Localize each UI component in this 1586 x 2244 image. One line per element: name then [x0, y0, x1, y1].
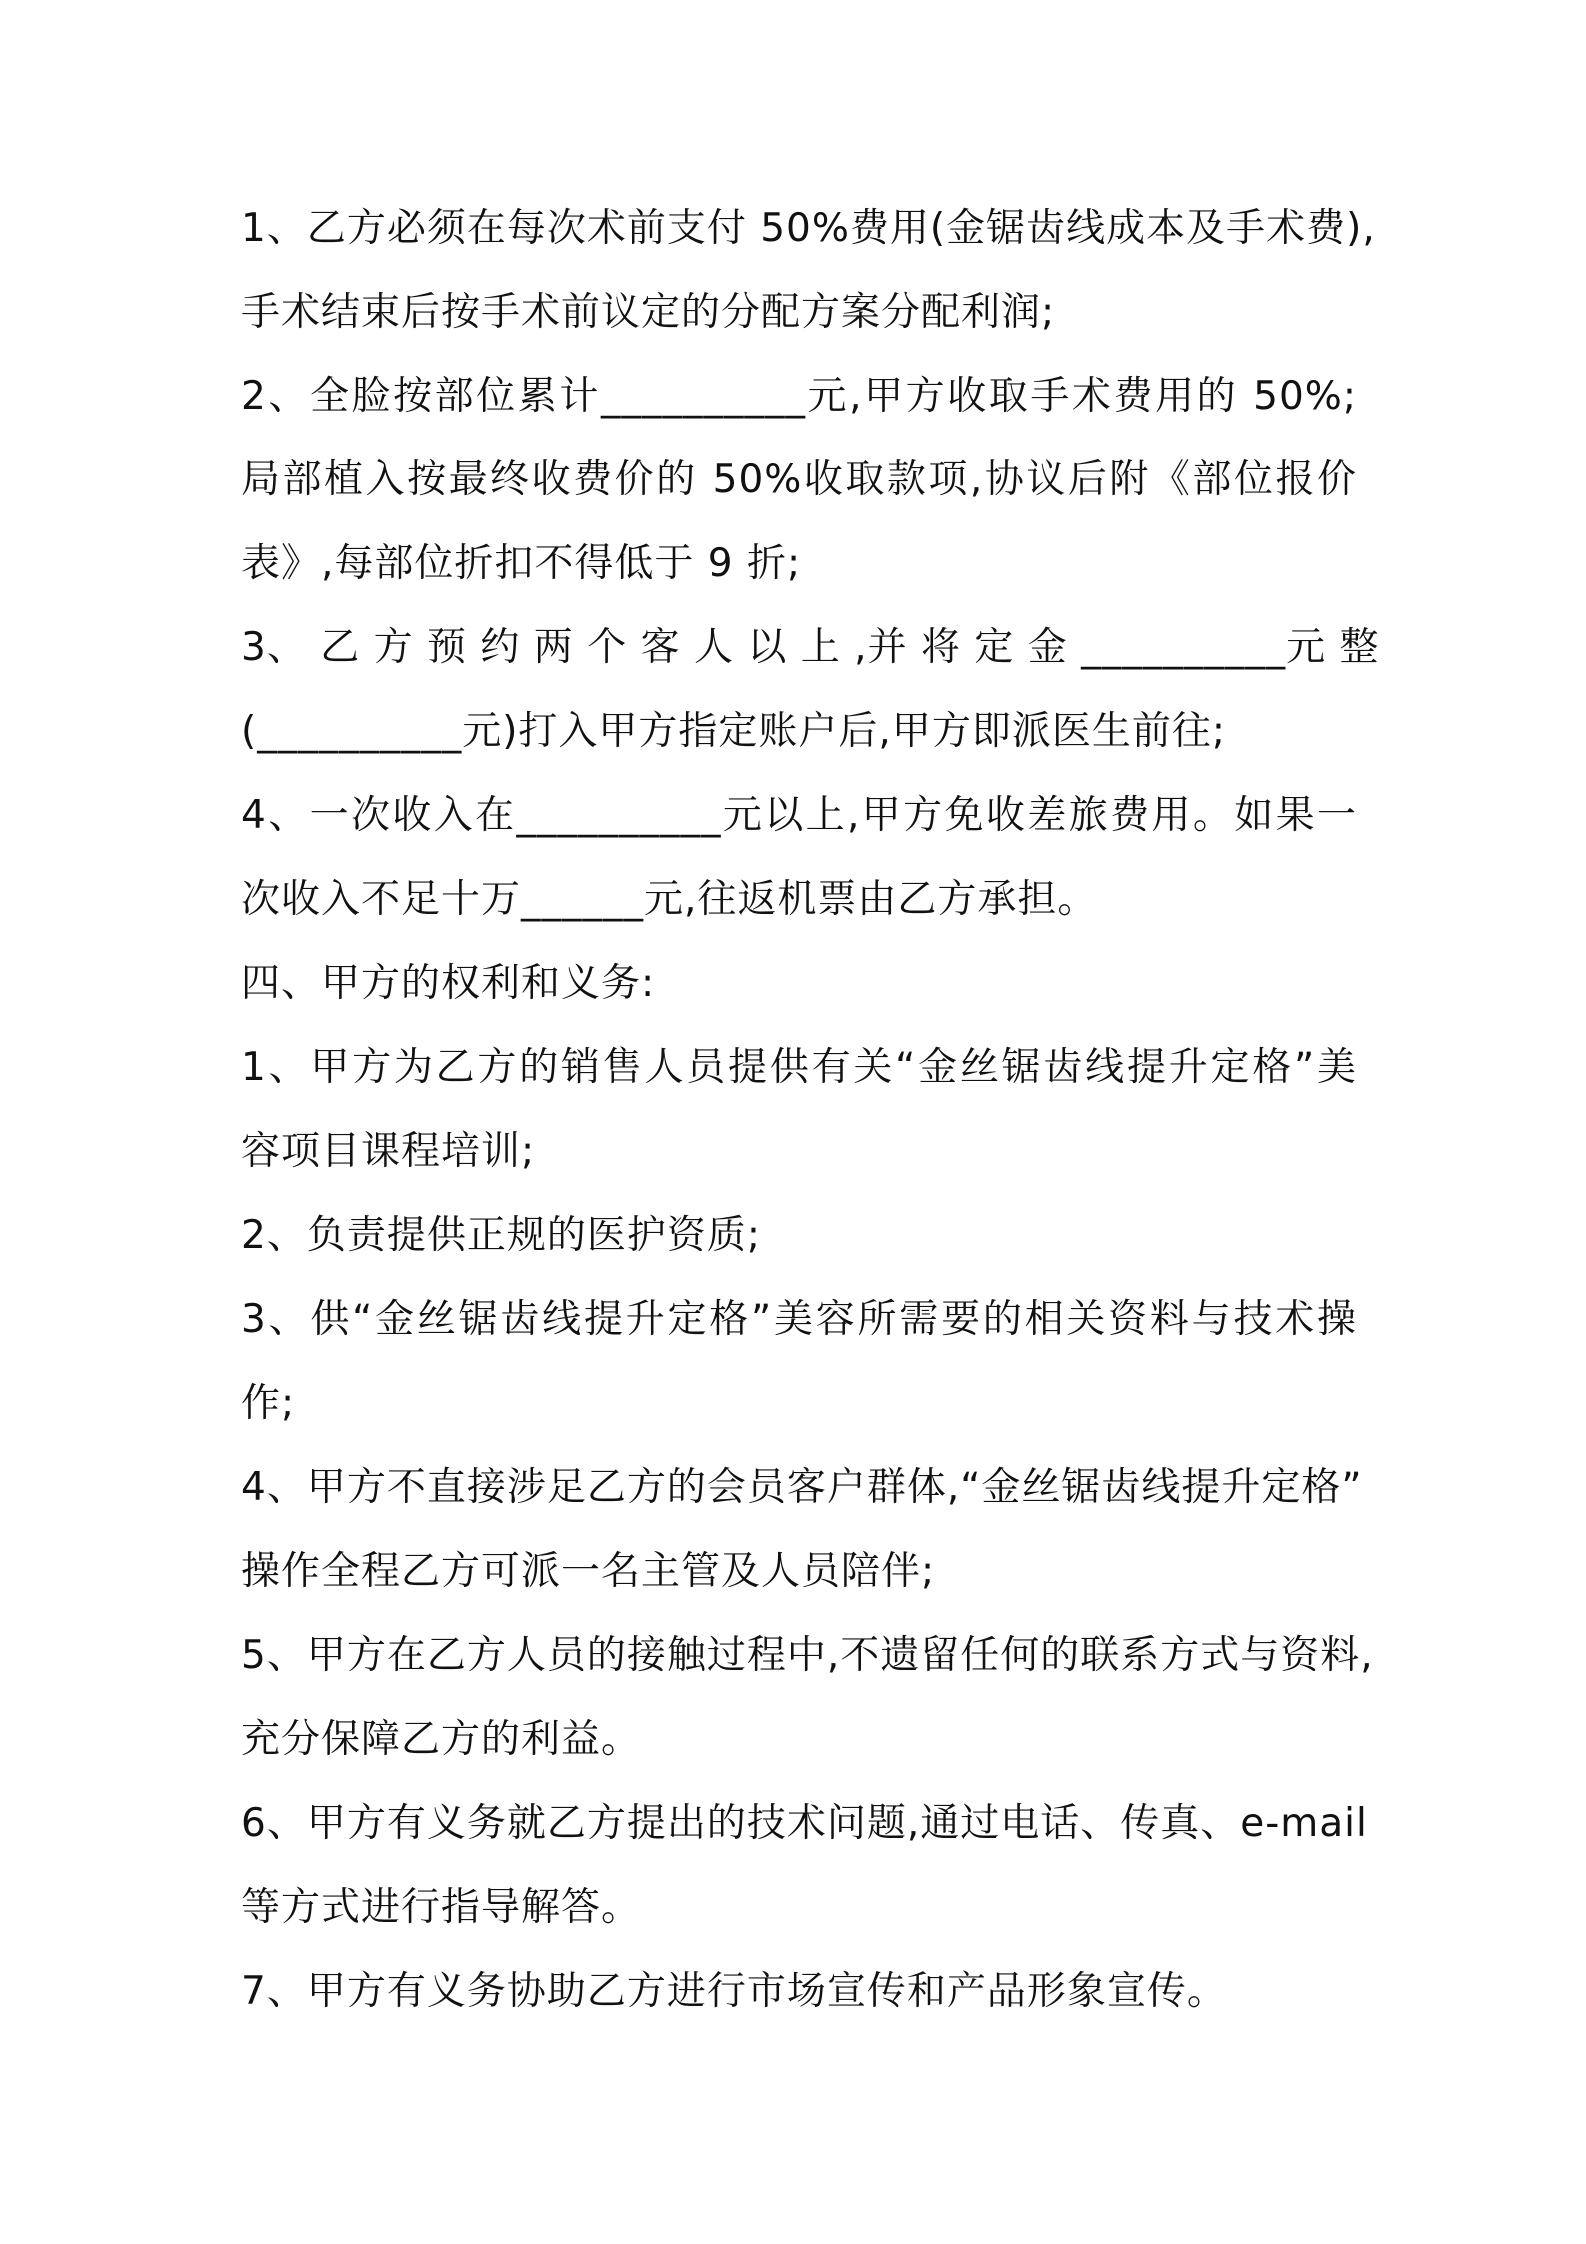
text-line: 表》,每部位折扣不得低于 9 折; [241, 541, 802, 586]
text-line: 操作全程乙方可派一名主管及人员陪伴; [241, 1549, 936, 1594]
text-line: 手术结束后按手术前议定的分配方案分配利润; [241, 290, 1056, 335]
text-line: 3、 乙 方 预 约 两 个 客 人 以 上 ,并 将 定 金 __________元 整 [241, 625, 1380, 670]
text-line: 容项目课程培训; [241, 1129, 536, 1174]
text-line: 充分保障乙方的利益。 [241, 1717, 642, 1762]
section-heading: 四、甲方的权利和义务: [241, 961, 656, 1006]
text-line: 3、供“金丝锯齿线提升定格”美容所需要的相关资料与技术操 [241, 1297, 1357, 1342]
text-line: 6、甲方有义务就乙方提出的技术问题,通过电话、传真、e-mail [241, 1801, 1368, 1846]
text-line: 等方式进行指导解答。 [241, 1885, 642, 1930]
text-line: (__________元)打入甲方指定账户后,甲方即派医生前往; [241, 709, 1226, 754]
text-line: 7、甲方有义务协助乙方进行市场宣传和产品形象宣传。 [241, 1969, 1227, 2014]
text-line: 2、全脸按部位累计__________元,甲方收取手术费用的 50%; [241, 374, 1357, 419]
text-line: 1、甲方为乙方的销售人员提供有关“金丝锯齿线提升定格”美 [241, 1045, 1357, 1090]
text-line: 4、甲方不直接涉足乙方的会员客户群体,“金丝锯齿线提升定格” [241, 1465, 1363, 1510]
text-line: 2、负责提供正规的医护资质; [241, 1213, 761, 1258]
text-line: 次收入不足十万______元,往返机票由乙方承担。 [241, 877, 1098, 922]
text-line: 局部植入按最终收费价的 50%收取款项,协议后附《部位报价 [241, 457, 1357, 502]
text-line: 5、甲方在乙方人员的接触过程中,不遗留任何的联系方式与资料, [241, 1633, 1374, 1678]
text-line: 作; [241, 1381, 296, 1426]
text-line: 4、一次收入在__________元以上,甲方免收差旅费用。如果一 [241, 793, 1357, 838]
text-line: 1、乙方必须在每次术前支付 50%费用(金锯齿线成本及手术费), [241, 206, 1376, 251]
